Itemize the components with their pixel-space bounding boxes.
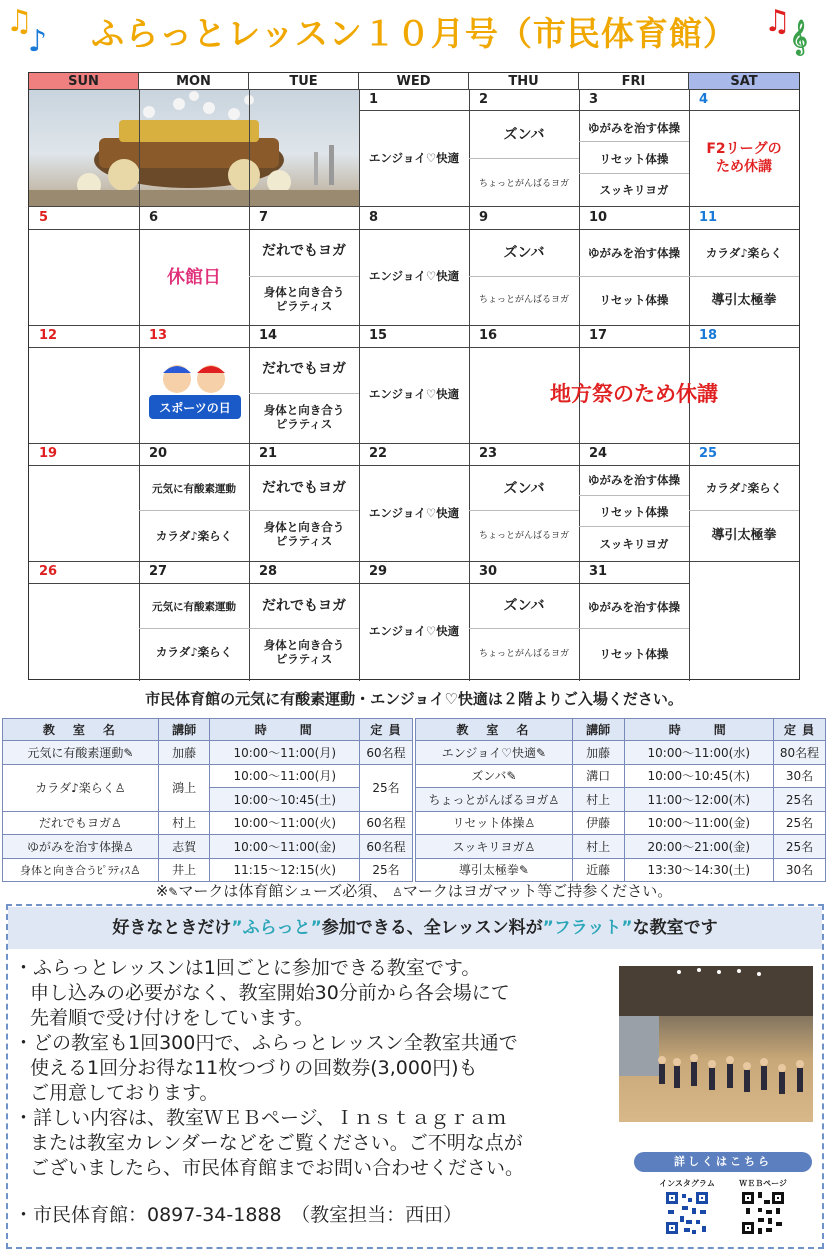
event-enjoy: エンジョイ♡快適 <box>368 387 460 401</box>
weekday-sat: SAT <box>689 73 799 90</box>
info-description <box>14 956 614 1228</box>
icon-legend: ※✎マークは体育館シューズ必須、 ♙マークはヨガマット等ご持参ください。 <box>155 882 673 900</box>
event-festival-cancel: 地方祭のため休講 <box>550 382 718 406</box>
event-reset: リセット体操 <box>599 152 669 166</box>
table-row: ゆがみを治す体操♙ 志賀 10:00～11:00(金) 60名程 <box>3 835 413 859</box>
schedule-table-right: 教 室 名 講師 時 間 定 員 エンジョイ♡快適✎ 加藤 10:00～11:00(水) 80名程 ズンバ✎ 溝口 10:00～10:45(木) 30名 ちょっとがんばるヨガ♙ 村上 11:00～12:00(木) 25名 リセット体操♙ 伊藤 10:00～11:00(金) 25名 スッキリヨガ♙ 村上 20:00～21:00(金) 25名 導引太極拳✎ 近藤 13:30～14:30(土) 30名 <box>415 718 826 882</box>
event-pilates: 身体と向き合う ピラティス <box>263 520 345 549</box>
mat-icon: ♙ <box>524 839 536 854</box>
event-chotto-yoga: ちょっとがんばるヨガ <box>478 179 569 189</box>
event-dare-yoga: だれでもヨガ <box>262 598 346 614</box>
event-genki: 元気に有酸素運動 <box>152 483 236 495</box>
sports-day-label: スポーツの日 <box>159 401 231 415</box>
info-box-heading: 好きなときだけ”ふらっと”参加できる、全レッスン料が”フラット”な教室です <box>8 907 822 949</box>
list-item: ・ふらっとレッスンは1回ごとに参加できる教室です。 申し込みの必要がなく、教室開始30分前から各会場にて 先着順で受け付けをしています。 <box>14 957 510 1029</box>
festival-photo <box>29 90 359 206</box>
mat-icon: ♙ <box>548 792 560 807</box>
event-dare-yoga: だれでもヨガ <box>262 243 346 259</box>
weekday-fri: FRI <box>579 73 689 90</box>
event-douin: 導引太極拳 <box>711 293 777 308</box>
table-row: ズンバ✎ 溝口 10:00～10:45(木) 30名 <box>416 764 826 788</box>
entrance-note: 市民体育館の元気に有酸素運動・エンジョイ♡快適は２階よりご入場ください。 <box>145 690 683 708</box>
event-sukkiri: スッキリヨガ <box>599 183 669 197</box>
shoe-icon: ✎ <box>518 863 529 878</box>
instagram-label: インスタグラム <box>659 1179 715 1188</box>
table-row: エンジョイ♡快適✎ 加藤 10:00～11:00(水) 80名程 <box>416 741 826 765</box>
mat-icon: ♙ <box>524 816 536 831</box>
event-chotto-yoga: ちょっとがんばるヨガ <box>478 295 569 305</box>
web-label: ＷＥＢページ <box>739 1179 787 1188</box>
table-row: リセット体操♙ 伊藤 10:00～11:00(金) 25名 <box>416 811 826 835</box>
event-yugami: ゆがみを治す体操 <box>588 600 680 614</box>
event-yugami: ゆがみを治す体操 <box>588 121 680 135</box>
event-zumba: ズンバ <box>503 245 545 261</box>
mat-icon: ♙ <box>122 839 134 854</box>
event-reset: リセット体操 <box>599 293 669 307</box>
table-row: 元気に有酸素運動✎ 加藤 10:00～11:00(月) 60名程 <box>3 741 413 765</box>
gym-class-photo <box>619 966 813 1122</box>
event-enjoy: エンジョイ♡快適 <box>368 506 460 520</box>
event-enjoy: エンジョイ♡快適 <box>368 151 460 165</box>
event-f2-cancel: F2リーグの ため休講 <box>706 141 782 175</box>
event-dare-yoga: だれでもヨガ <box>262 480 346 496</box>
event-chotto-yoga: ちょっとがんばるヨガ <box>478 531 569 541</box>
web-qr-code[interactable] <box>740 1190 786 1236</box>
music-note-icon: ♫ <box>6 4 33 39</box>
event-yugami: ゆがみを治す体操 <box>588 246 680 260</box>
sports-day-illustration <box>147 357 243 429</box>
event-yugami: ゆがみを治す体操 <box>588 473 680 487</box>
weekday-tue: TUE <box>249 73 359 90</box>
table-row: 身体と向き合うﾋﾟﾗﾃｨｽ♙ 井上 11:15～12:15(火) 25名 <box>3 858 413 882</box>
list-item: ・詳しい内容は、教室ＷＥＢページ、Ｉｎｓｔａｇｒａｍ または教室カレンダーなどをご覧ください。ご不明な点が ございましたら、市民体育館までお問い合わせください。 <box>14 1107 525 1179</box>
shoe-icon: ✎ <box>535 745 547 760</box>
music-note-red-icon: ♫ <box>764 4 791 39</box>
more-info-button[interactable]: 詳しくはこちら <box>634 1152 812 1172</box>
shoe-icon: ✎ <box>123 745 134 760</box>
event-dare-yoga: だれでもヨガ <box>262 361 346 377</box>
weekday-sun: SUN <box>29 73 139 90</box>
event-karada: カラダ♪楽らく <box>155 645 233 659</box>
table-row: 10:00～10:45(土) <box>3 788 413 812</box>
shoe-icon: ✎ <box>506 769 517 784</box>
event-enjoy: エンジョイ♡快適 <box>368 624 460 638</box>
mat-icon: ♙ <box>129 862 141 877</box>
event-zumba: ズンバ <box>503 598 545 614</box>
list-item: ・どの教室も1回300円で、ふらっとレッスン全教室共通で 使える1回分お得な11枚つづりの回数券(3,000円)も ご用意しております。 <box>14 1032 518 1104</box>
event-genki: 元気に有酸素運動 <box>152 601 236 613</box>
event-douin: 導引太極拳 <box>711 528 777 543</box>
weekday-wed: WED <box>359 73 469 90</box>
table-row: だれでもヨガ♙ 村上 10:00～11:00(火) 60名程 <box>3 811 413 835</box>
event-reset: リセット体操 <box>599 647 669 661</box>
event-karada: カラダ♪楽らく <box>705 481 783 495</box>
event-pilates: 身体と向き合う ピラティス <box>263 285 345 314</box>
event-zumba: ズンバ <box>503 481 545 497</box>
instagram-qr-code[interactable] <box>664 1190 710 1236</box>
music-note-blue-icon: ♪ <box>28 24 48 59</box>
event-enjoy: エンジョイ♡快適 <box>368 269 460 283</box>
table-row: 導引太極拳✎ 近藤 13:30～14:30(土) 30名 <box>416 858 826 882</box>
weekday-thu: THU <box>469 73 579 90</box>
event-karada: カラダ♪楽らく <box>155 529 233 543</box>
event-zumba: ズンバ <box>503 127 545 143</box>
event-sukkiri: スッキリヨガ <box>599 537 669 551</box>
mat-icon: ♙ <box>392 885 403 899</box>
mat-icon: ♙ <box>114 781 126 795</box>
page-title: ふらっとレッスン１０月号（市民体育館） <box>91 14 737 53</box>
treble-clef-icon: 𝄞 <box>790 20 808 55</box>
event-chotto-yoga: ちょっとがんばるヨガ <box>478 649 569 659</box>
event-reset: リセット体操 <box>599 505 669 519</box>
event-pilates: 身体と向き合う ピラティス <box>263 403 345 432</box>
mat-icon: ♙ <box>110 816 122 831</box>
weekday-mon: MON <box>139 73 249 90</box>
contact-phone: ・市民体育館：0897-34-1888 （教室担当：西田） <box>14 1204 463 1226</box>
shoe-icon: ✎ <box>168 885 179 899</box>
table-row: スッキリヨガ♙ 村上 20:00～21:00(金) 25名 <box>416 835 826 859</box>
calendar: SUN MON TUE WED THU FRI SAT 1 2 3 4 エンジョイ♡快適 ズンバ ちょっとがんばるヨガ ゆがみを治す体操 リセット体操 スッキリヨガ F2リーグの ため休講 5 6 7 8 9 10 11 休館日 だれでもヨガ 身体と向き合う ピラティス エンジョイ♡快適 ズンバ ちょっとがんばるヨガ ゆがみを治す体操 リセット体操 カラダ♪楽らく 導引太極拳 12 13 14 15 16 17 18 スポーツの日 だれでもヨガ 身体と向き合う ピラティス エンジョイ♡快適 地方祭のため休講 19 20 21 22 23 24 25 元気に有酸素運動 カラダ♪楽らく だれでもヨガ 身体と向き合う ピラティス エンジョイ♡快適 ズンバ ちょっとがんばるヨガ ゆがみを治す体操 リセット体操 スッキリヨガ カラダ♪楽らく 導引太極拳 26 27 28 29 30 31 元気に有酸素運動 カラダ♪楽らく だれでもヨガ 身体と向き合う ピラティス エンジョイ♡快適 ズンバ ちょっとがんばるヨガ ゆがみを治す体操 リセット体操 <box>28 72 800 680</box>
event-karada: カラダ♪楽らく <box>705 246 783 260</box>
event-pilates: 身体と向き合う ピラティス <box>263 638 345 667</box>
table-row: ちょっとがんばるヨガ♙ 村上 11:00～12:00(木) 25名 <box>416 788 826 812</box>
schedule-table-left: 教 室 名 講師 時 間 定 員 元気に有酸素運動✎ 加藤 10:00～11:00(月) 60名程 カラダ♪楽らく♙ 鴻上 10:00～11:00(月) 25名 10:00～10:45(土) だれでもヨガ♙ 村上 10:00～11:00(火) 60名程 ゆがみを治す体操♙ 志賀 10:00～11:00(金) 60名程 身体と向き合うﾋﾟﾗﾃｨｽ♙ 井上 11:15～12:15(火) 25名 <box>2 718 413 882</box>
event-closed: 休館日 <box>167 267 221 288</box>
table-row: カラダ♪楽らく♙ 鴻上 10:00～11:00(月) 25名 <box>3 764 413 788</box>
